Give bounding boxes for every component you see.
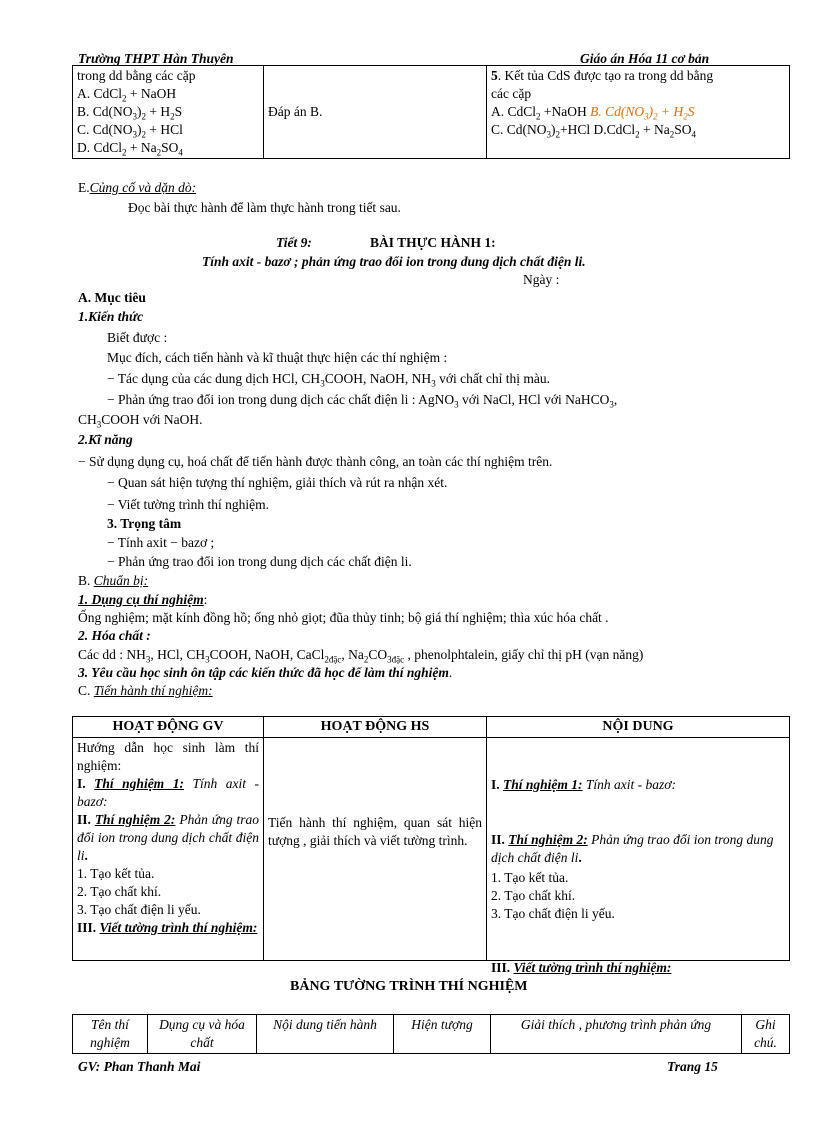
nd-item-1: 1. Tạo kết tủa. (491, 870, 569, 885)
footer-page: Trang 15 (667, 1059, 718, 1074)
prep-equipment-heading: 1. Dụng cụ thí nghiệm: (78, 592, 208, 607)
footer-teacher: GV: Phan Thanh Mai (78, 1059, 201, 1074)
report-title: BẢNG TƯỜNG TRÌNH THÍ NGHIỆM (290, 979, 528, 994)
gv-activity-cell (73, 738, 264, 961)
top-table-content-cell (487, 66, 790, 159)
top-table-answer-cell (264, 66, 487, 159)
gv-intro: Hướng dẫn học sinh làm thí nghiệm: (77, 740, 259, 773)
report-col-phenomenon: Hiện tượng (394, 1015, 491, 1054)
knowledge-purpose: Mục đích, cách tiến hành và kĩ thuật thực hiện các thí nghiệm : (107, 350, 448, 365)
q5-options-cd: C. $Cd(NO_3)_2+HCl$ D.CdCl$_2$ + $Na_2SO_4$ (491, 122, 697, 140)
nd-exp1: I. Thí nghiệm 1: Tính axit - bazơ: (491, 777, 676, 792)
q5-line2: các cặp (491, 86, 532, 101)
lesson-subtitle: Tính axit - bazơ ; phản ứng trao đổi ion trong dung dịch chất điện li. (202, 254, 586, 269)
gv-item-2: 2. Tạo chất khí. (77, 884, 162, 899)
header-school: Trường THPT Hàn Thuyên (78, 51, 234, 66)
lesson-date: Ngày : (523, 272, 560, 287)
knowledge-item-2: − Phản ứng trao đổi ion trong dung dịch các chất điện li : AgNO$_3$ với NaCl, HCl với NaHCO$_3$, (107, 392, 618, 410)
skill-3: − Viết tường trình thí nghiệm. (107, 497, 269, 512)
report-col-notes: Ghi chú. (742, 1015, 790, 1054)
report-col-procedure: Nội dung tiến hành (257, 1015, 394, 1054)
section-e-text: Đọc bài thực hành để làm thực hành trong tiết sau. (128, 200, 401, 215)
report-col-name: Tên thí nghiệm (73, 1015, 148, 1054)
section-e-heading: E.Củng cố và dặn dò: (78, 180, 197, 195)
q-option-c: C. $Cd(NO_3)_2$ + HCl (77, 122, 183, 140)
q-option-b: B. $Cd(NO_3)_2 + H_2S$ (77, 104, 183, 122)
answer-text: Đáp án B. (268, 104, 323, 119)
report-col-explanation: Giải thích , phương trình phản ứng (491, 1015, 742, 1054)
procedure-heading: C. Tiến hành thí nghiệm: (78, 683, 213, 698)
knowledge-item-2-cont: $CH_3COOH$ với NaOH. (78, 412, 203, 430)
nd-exp3: III. Viết tường trình thí nghiệm: (491, 960, 672, 975)
skills-heading: 2.Kĩ năng (78, 432, 133, 447)
report-table (72, 1014, 790, 1054)
prep-equipment-text: Ống nghiệm; mặt kính đồng hồ; ống nhỏ giọt; đũa thủy tinh; bộ giá thí nghiệm; thìa xúc hóa chất . (78, 610, 609, 625)
top-answer-table (72, 65, 790, 159)
knowledge-item-1: − Tác dụng của các dung dịch HCl, $CH_3COOH$, NaOH, $NH_3$ với chất chỉ thị màu. (107, 371, 551, 389)
top-table-question-cell (73, 66, 264, 159)
focus-1: − Tính axit − bazơ ; (107, 535, 215, 550)
col-header-content: NỘI DUNG (487, 717, 790, 738)
q-intro: trong dd bằng các cặp (77, 68, 196, 83)
gv-exp3: III. Viết tường trình thí nghiệm: (77, 920, 258, 935)
prep-chemicals-heading: 2. Hóa chất : (78, 628, 151, 643)
prep-review-note: 3. Yêu cầu học sinh ôn tập các kiến thức đã học để làm thí nghiệm. (78, 665, 453, 680)
nd-item-3: 3. Tạo chất điện li yếu. (491, 906, 615, 921)
prep-heading: B. Chuẩn bị: (78, 573, 149, 588)
nd-item-2: 2. Tạo chất khí. (491, 888, 576, 903)
skill-2: − Quan sát hiện tượng thí nghiệm, giải thích và rút ra nhận xét. (107, 475, 448, 490)
focus-2: − Phản ứng trao đổi ion trong dung dịch các chất điện li. (107, 554, 412, 569)
col-header-gv: HOẠT ĐỘNG GV (73, 717, 264, 738)
lesson-number: Tiết 9: (276, 235, 312, 250)
knowledge-heading: 1.Kiến thức (78, 309, 144, 324)
q-option-a: A. CdCl$_2$ + NaOH (77, 86, 177, 104)
q5-line1: 5. Kết tủa CdS được tạo ra trong dd bằng (491, 68, 714, 83)
skill-1: − Sử dụng dụng cụ, hoá chất để tiến hành được thành công, an toàn các thí nghiệm trên. (78, 454, 553, 469)
hs-activity-cell (264, 738, 487, 961)
focus-heading: 3. Trọng tâm (107, 516, 182, 531)
prep-chemicals-text: Các dd : $NH_3$, HCl, $CH_3COOH$, NaOH, CaCl$_{2đặc}$, $Na_2CO_{3đặc}$ , phenolphtalein, giấy chỉ thị pH (vạn năng) (78, 647, 644, 665)
q-option-d: D. CdCl$_2$ + $Na_2SO_4$ (77, 140, 183, 158)
report-col-equipment: Dụng cụ và hóa chất (148, 1015, 257, 1054)
gv-item-3: 3. Tạo chất điện li yếu. (77, 902, 201, 917)
nd-exp2: II. Thí nghiệm 2: Phản ứng trao đổi ion trong dung dịch chất điện li. (491, 832, 774, 865)
knowledge-know: Biết được : (107, 330, 168, 345)
q5-options-ab: A. CdCl$_2$ +NaOH B. $Cd(NO_3)_2 + H_2S$ (491, 104, 695, 122)
gv-item-1: 1. Tạo kết tủa. (77, 866, 155, 881)
content-cell (487, 738, 790, 975)
lesson-title: BÀI THỰC HÀNH 1: (370, 235, 496, 250)
activity-table (72, 716, 790, 975)
gv-exp1: I. Thí nghiệm 1: Tính axit - bazơ: (77, 776, 259, 809)
objectives-heading: A. Mục tiêu (78, 290, 146, 305)
col-header-hs: HOẠT ĐỘNG HS (264, 717, 487, 738)
header-subject: Giáo án Hóa 11 cơ bản (580, 51, 710, 66)
hs-activity-text: Tiến hành thí nghiệm, quan sát hiện tượng , giải thích và viết tường trình. (268, 815, 482, 848)
gv-exp2: II. Thí nghiệm 2: Phản ứng trao đổi ion trong dung dịch chất điện li. (77, 812, 260, 863)
